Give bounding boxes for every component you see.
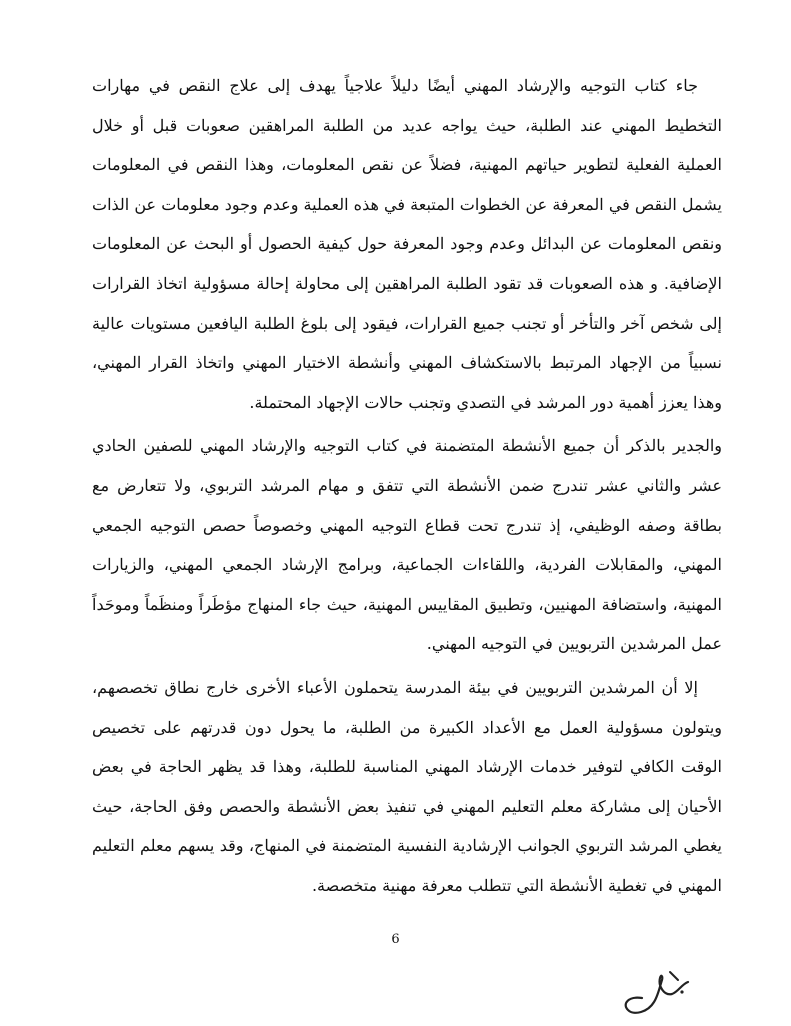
paragraph-career-guidance-intro: جاء كتاب التوجيه والإرشاد المهني أيضًا دليلاً علاجياً يهدف إلى علاج النقص في مهارات التخطيط المهني عند الطلبة، حيث يواجه عديد من الطلبة المراهقين صعوبات قبل أو خلال العملية الفعلية لتطوير حياتهم المهنية، فضلاً عن نقص المعلومات، وهذا النقص في المعلومات يشمل النقص في المعرفة عن الخطوات المتبعة في هذه العملية وعدم وجود معلومات عن الذات ونقص المعلومات عن البدائل وعدم وجود المعرفة حول كيفية الحصول أو البحث عن المعلومات الإضافية. و هذه الصعوبات قد تقود الطلبة المراهقين إلى محاولة إحالة مسؤولية اتخاذ القرارات إلى شخص آخر والتأخر أو تجنب جميع القرارات، فيقود إلى بلوغ الطلبة اليافعين مستويات عالية نسبياً من الإجهاد المرتبط بالاستكشاف المهني وأنشطة الاختيار المهني واتخاذ القرار المهني، وهذا يعزز أهمية دور المرشد في التصدي وتجنب حالات الإجهاد المحتملة. [92, 76, 723, 412]
body-text [92, 66, 722, 905]
signature-icon [612, 962, 702, 1022]
page-number: 6 [391, 932, 400, 947]
paragraph-counselor-workload: إلا أن المرشدين التربويين في بيئة المدرسة يتحملون الأعباء الأخرى خارج نطاق تخصصهم، ويتولون مسؤولية العمل مع الأعداد الكبيرة من الطلبة، ما يحول دون قدرتهم على تخصيص الوقت الكافي لتوفير خدمات الإرشاد المهني المناسبة للطلبة، وهذا قد يظهر الحاجة في بعض الأحيان إلى مشاركة معلم التعليم المهني في تنفيذ بعض الأنشطة والحصص وفق الحاجة، حيث يغطي المرشد التربوي الجوانب الإرشادية النفسية المتضمنة في المنهاج، وقد يسهم معلم التعليم المهني في تغطية الأنشطة التي تتطلب معرفة مهنية متخصصة. [92, 677, 723, 895]
paragraph-activities-scope: والجدير بالذكر أن جميع الأنشطة المتضمنة في كتاب التوجيه والإرشاد المهني للصفين الحادي عشر والثاني عشر تندرج ضمن الأنشطة التي تتفق و مهام المرشد التربوي، ولا تتعارض مع بطاقة وصفه الوظيفي، إذ تندرج تحت قطاع التوجيه المهني وخصوصاً حصص التوجيه الجمعي المهني، والمقابلات الفردية، واللقاءات الجماعية، وبرامج الإرشاد الجمعي المهني، والزيارات المهنية، واستضافة المهنيين، وتطبيق المقاييس المهنية، حيث جاء المنهاج مؤطَراً ومنظَماً وموحَداً عمل المرشدين التربويين في التوجيه المهني. [92, 436, 722, 654]
